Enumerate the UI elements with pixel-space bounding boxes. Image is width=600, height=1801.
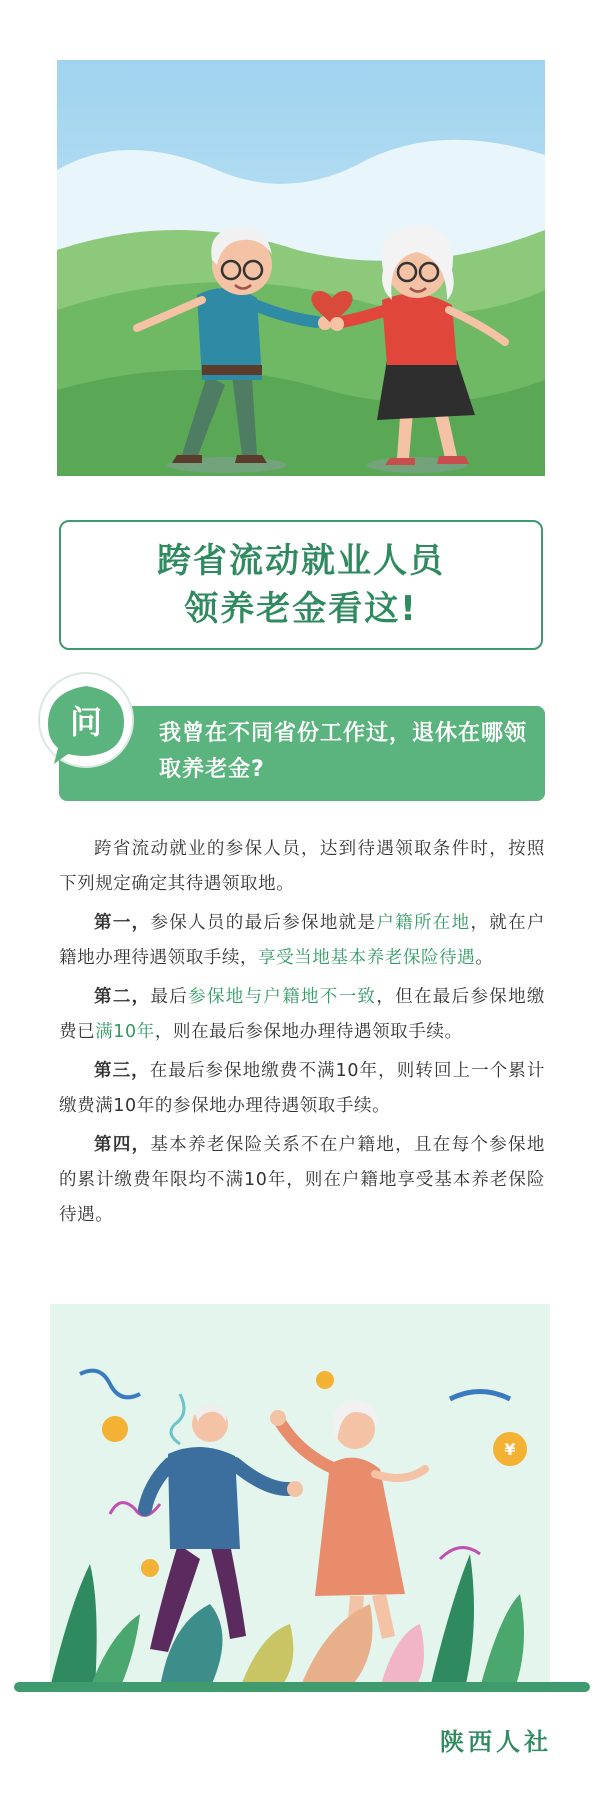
rule-1-text-b: ，就在户籍地办理待遇领取手续， (59, 913, 545, 968)
answer-paragraph-3 (59, 1054, 545, 1124)
answer-intro-text: 跨省流动就业的参保人员，达到待遇领取条件时，按照下列规定确定其待遇领取地。 (59, 839, 545, 894)
ground-line (14, 1682, 590, 1692)
coin-icon (141, 1559, 159, 1577)
rule-2-text-a: 最后 (150, 987, 189, 1007)
answer-body (59, 832, 545, 1237)
svg-text:¥: ¥ (504, 1440, 516, 1459)
answer-paragraph-4 (59, 1128, 545, 1233)
answer-paragraph-2 (59, 980, 545, 1050)
question-text: 我曾在不同省份工作过，退休在哪领取养老金? (159, 721, 528, 782)
coin-icon (316, 1371, 334, 1389)
rule-2-highlight-a: 参保地与户籍地不一致 (188, 987, 377, 1007)
footer-brand: 陕西人社 (440, 1728, 552, 1756)
rule-1-text-c: 。 (475, 948, 494, 968)
question-badge-label: 问 (69, 703, 102, 741)
rule-4-text: 基本养老保险关系不在户籍地，且在每个参保地的累计缴费年限均不满10年，则在户籍地享受基本养老保险待遇。 (59, 1135, 545, 1225)
rule-1-highlight-a: 户籍所在地 (376, 913, 471, 933)
coin-icon (102, 1416, 128, 1442)
title-line-1: 跨省流动就业人员 (157, 541, 445, 581)
rule-3-lead: 第三， (94, 1061, 150, 1081)
rule-2-text-b: ，但在最后参保地缴费已 (59, 987, 546, 1042)
rule-1-highlight-b: 享受当地基本养老保险待遇 (258, 948, 476, 968)
rule-1-text-a: 参保人员的最后参保地就是 (150, 913, 377, 933)
title-box (59, 520, 543, 650)
title-line-2: 领养老金看这! (184, 589, 418, 629)
rule-1-lead: 第一， (94, 913, 151, 933)
rule-2-highlight-b: 满10年 (95, 1022, 155, 1042)
rule-2-lead: 第二， (94, 987, 151, 1007)
answer-paragraph-intro (59, 832, 545, 902)
elderly-couple-illustration (57, 60, 545, 476)
rule-2-text-c: ，则在最后参保地办理待遇领取手续。 (154, 1022, 463, 1042)
dancing-couple-illustration (50, 1304, 550, 1688)
rule-4-lead: 第四， (94, 1135, 151, 1155)
rule-3-text: 在最后参保地缴费不满10年，则转回上一个累计缴费满10年的参保地办理待遇领取手续。 (59, 1061, 545, 1116)
answer-paragraph-1 (59, 906, 545, 976)
